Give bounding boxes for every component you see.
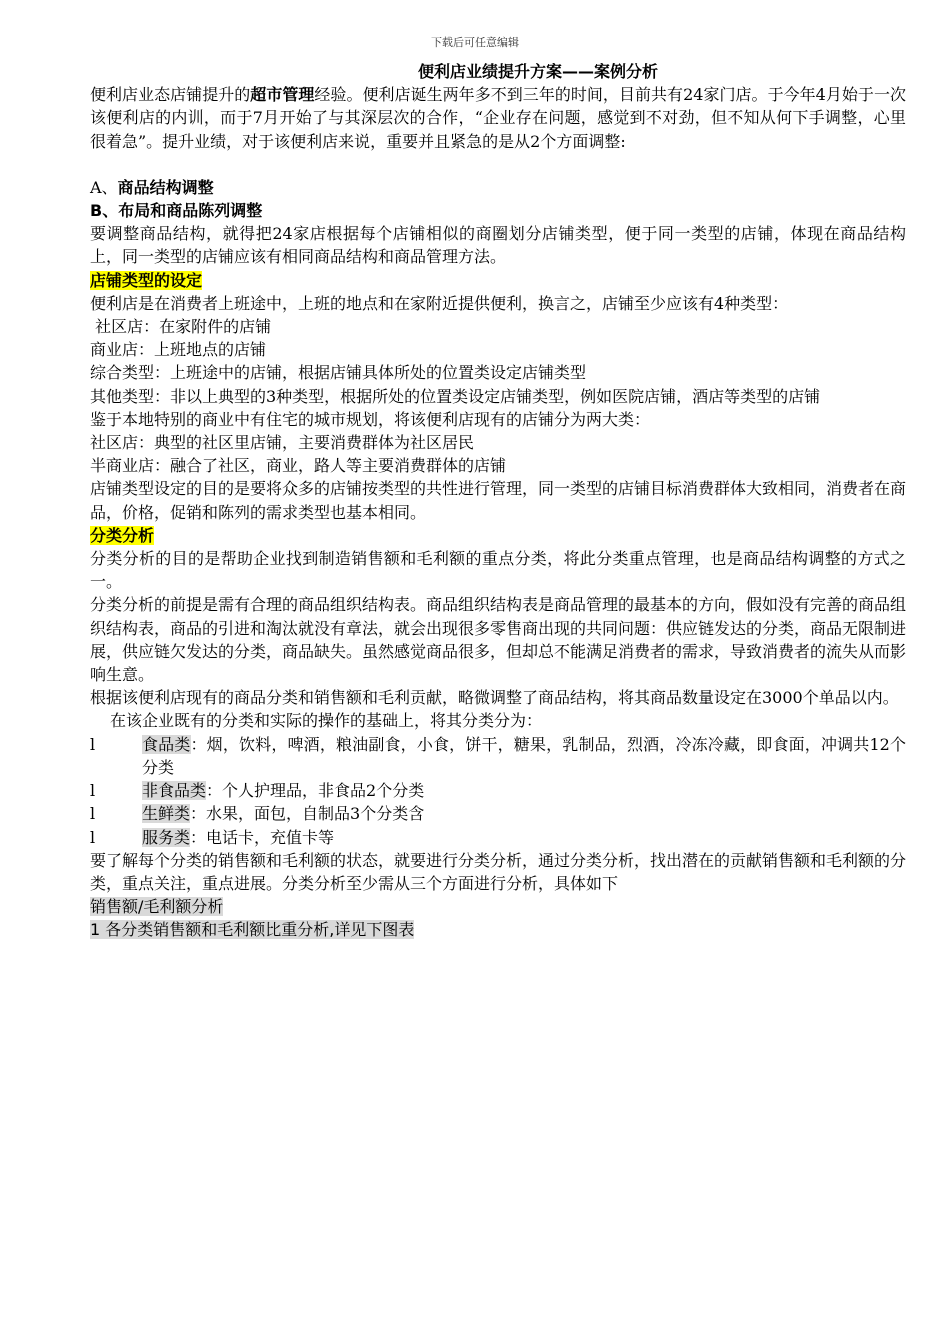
category-paragraph-1: 分类分析的目的是帮助企业找到制造销售额和毛利额的重点分类，将此分类重点管理，也是商品结构调整的方式之一。 (90, 549, 906, 592)
blank-line (90, 153, 906, 176)
bullet-marker: l (90, 804, 96, 824)
type-business: 商业店：上班地点的店铺 (90, 340, 267, 360)
structure-paragraph: 要调整商品结构，就得把24家店根据每个店铺相似的商圈划分店铺类型，便于同一类型的店铺，体现在商品结构上，同一类型的店铺应该有相同商品结构和商品管理方法。 (90, 224, 906, 267)
bullet-text: ：烟，饮料，啤酒，粮油副食，小食，饼干，糖果，乳制品，烈酒，冷冻冷藏，即食面，冲调共12个分类 (142, 734, 906, 777)
item-a (90, 176, 906, 199)
item-a-text: 商品结构调整 (117, 177, 214, 197)
heading-category: 分类分析 (90, 525, 155, 545)
local-semi: 半商业店：融合了社区，商业，路人等主要消费群体的店铺 (90, 456, 507, 476)
type-other: 其他类型：非以上典型的3种类型，根据所处的位置类设定店铺类型，例如医院店铺，酒店等类型的店铺 (90, 386, 821, 406)
heading-store-type-wrap (90, 269, 906, 292)
bullet-text: ：电话卡，充值卡等 (190, 827, 335, 847)
sales-line-wrap (90, 918, 906, 941)
intro-pre: 便利店业态店铺提升的 (90, 85, 251, 105)
bullet-text: ：个人护理品，非食品2个分类 (206, 781, 425, 801)
bullet-label: 非食品类 (142, 781, 207, 801)
list-item (90, 733, 906, 779)
header-note: 下载后可任意编辑 (431, 36, 519, 49)
intro-post: 经验。便利店诞生两年多不到三年的时间，目前共有24家门店。于今年4月始于一次该便利店的内训，而于7月开始了与其深层次的合作，“企业存在问题，感觉到不对劲，但不知从何下手调整，心里很着急”。提升业绩，对于该便利店来说，重要并且紧急的是从2个方面调整: (90, 85, 906, 151)
bullet-label: 食品类 (142, 734, 191, 754)
bullet-marker: l (90, 734, 96, 754)
list-item (90, 802, 906, 825)
category-paragraph-5: 要了解每个分类的销售额和毛利额的状态，就要进行分类分析，通过分类分析，找出潜在的贡献销售额和毛利额的分类，重点关注，重点进展。分类分析至少需从三个方面进行分析，具体如下 (90, 850, 907, 893)
intro-bold-term: 超市管理 (250, 85, 315, 105)
local-community: 社区店：典型的社区里店铺，主要消费群体为社区居民 (90, 433, 475, 453)
list-item (90, 779, 906, 802)
bullet-label: 生鲜类 (142, 804, 191, 824)
bullet-marker: l (90, 827, 96, 847)
list-item (90, 826, 906, 849)
type-community: 社区店：在家附件的店铺 (90, 317, 272, 337)
bullet-marker: l (90, 781, 96, 801)
document-title: 便利店业绩提升方案——案例分析 (417, 62, 658, 81)
bullet-text: ：水果，面包，自制品3个分类含 (190, 804, 425, 824)
category-paragraph-3: 根据该便利店现有的商品分类和销售额和毛利贡献，略微调整了商品结构，将其商品数量设定在3000个单品以内。 (90, 688, 899, 708)
heading-sales-wrap (90, 895, 906, 918)
heading-category-wrap (90, 524, 906, 547)
store-type-paragraph: 便利店是在消费者上班途中，上班的地点和在家附近提供便利，换言之，店铺至少应该有4种类型： (90, 293, 789, 313)
category-paragraph-2: 分类分析的前提是需有合理的商品组织结构表。商品组织结构表是商品管理的最基本的方向，假如没有完善的商品组织结构表，商品的引进和淘汰就没有章法，就会出现很多零售商出现的共同问题：供应链发达的分类，商品无限制进展，供应链欠发达的分类，商品缺失。虽然感觉商品很多，但却总不能满足消费者的需求，导致消费者的流失从而影响生意。 (90, 595, 907, 685)
local-paragraph: 鉴于本地特别的商业中有住宅的城市规划，将该便利店现有的店铺分为两大类： (90, 409, 651, 429)
heading-store-type: 店铺类型的设定 (90, 270, 203, 290)
document-body (90, 60, 906, 942)
item-b: B、布局和商品陈列调整 (90, 201, 263, 221)
intro-paragraph (90, 83, 906, 153)
item-a-prefix: A、 (90, 177, 118, 197)
sales-line: 1 各分类销售额和毛利额比重分析,详见下图表 (90, 920, 415, 940)
category-paragraph-4: 在该企业既有的分类和实际的操作的基础上，将其分类分为： (110, 711, 543, 731)
bullet-label: 服务类 (142, 827, 191, 847)
type-mixed: 综合类型：上班途中的店铺，根据店铺具体所处的位置类设定店铺类型 (90, 363, 587, 383)
purpose-paragraph: 店铺类型设定的目的是要将众多的店铺按类型的共性进行管理，同一类型的店铺目标消费群体大致相同，消费者在商品，价格，促销和陈列的需求类型也基本相同。 (90, 479, 907, 522)
heading-sales: 销售额/毛利额分析 (90, 897, 224, 917)
